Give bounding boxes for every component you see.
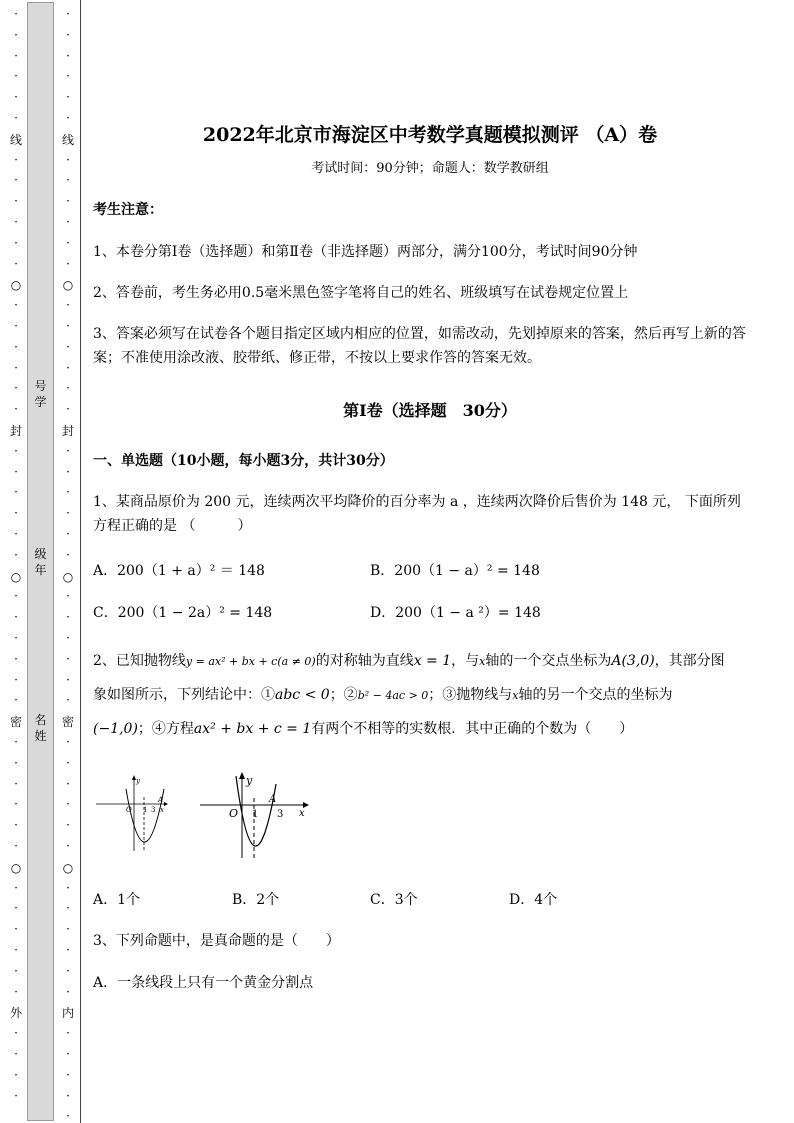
dot-leader: · xyxy=(14,984,18,999)
dot-leader: · xyxy=(66,1067,70,1082)
page-title: 2022年北京市海淀区中考数学真题模拟测评 （A）卷 xyxy=(202,124,658,146)
dot-leader: · xyxy=(66,755,70,770)
graph1-y-label: y xyxy=(136,777,140,785)
notice-heading: 考生注意： xyxy=(93,202,163,218)
dot-leader: · xyxy=(14,256,18,271)
outer-margin-column xyxy=(9,0,23,1123)
dot-leader: · xyxy=(14,27,18,42)
graph2-x-label: x xyxy=(299,808,305,819)
dot-leader: · xyxy=(66,111,70,125)
dot-leader: · xyxy=(66,735,70,749)
q2-var-x: x xyxy=(512,689,519,702)
dot-leader: · xyxy=(14,319,18,333)
inner-margin-column xyxy=(61,0,75,1123)
binding-line xyxy=(80,0,81,1123)
graph1-point-a: A xyxy=(158,796,164,804)
dot-leader: · xyxy=(14,755,18,770)
section-title: 第I卷（选择题 30分） xyxy=(343,401,517,420)
dot-leader: · xyxy=(66,984,70,999)
dot-leader: · xyxy=(66,506,70,521)
dot-leader: · xyxy=(66,1109,70,1123)
dot-leader: · xyxy=(66,631,70,645)
graph1-origin-label: O xyxy=(126,806,132,814)
notice-item-2: 2、答卷前，考生务必用0.5毫米黑色签字笔将自己的姓名、班级填写在试卷规定位置上 xyxy=(93,285,629,301)
field-name: 名 姓 xyxy=(34,713,47,743)
binding-mark: 封 xyxy=(9,424,22,438)
q2-parabola-formula: y = ax² + bx + c(a ≠ 0) xyxy=(185,655,316,668)
dot-leader: · xyxy=(14,672,18,687)
dot-leader: · xyxy=(66,402,70,417)
dot-leader: · xyxy=(14,7,18,21)
dot-leader: · xyxy=(66,901,70,916)
q2-text: 2、已知抛物线 xyxy=(93,653,186,669)
dot-leader: · xyxy=(14,631,18,645)
dot-leader: · xyxy=(14,464,18,479)
dot-leader: · xyxy=(66,194,70,209)
dot-leader: · xyxy=(14,693,18,708)
dot-leader: · xyxy=(66,1088,70,1103)
dot-leader: · xyxy=(66,943,70,957)
x-axis-arrow xyxy=(164,802,168,806)
dot-leader: · xyxy=(14,235,18,250)
question-2-line-2 xyxy=(93,685,673,706)
dot-leader: · xyxy=(14,48,18,63)
binding-mark: 封 xyxy=(61,424,74,438)
binding-mark: 密 xyxy=(9,715,22,729)
dot-leader: · xyxy=(14,1026,18,1041)
graph2-point-a: A xyxy=(269,794,277,805)
q2-text: ；③抛物线与 xyxy=(428,687,513,703)
dot-leader: · xyxy=(14,443,18,458)
binding-mark: 密 xyxy=(61,715,74,729)
q2-condition-1: abc < 0 xyxy=(275,687,330,703)
dot-leader: · xyxy=(66,173,70,188)
question-3-option-a: A．一条线段上只有一个黄金分割点 xyxy=(93,975,314,991)
q2-var-x: x xyxy=(479,655,486,668)
dot-leader: · xyxy=(66,485,70,500)
graph1-tick-3: 3 xyxy=(151,806,156,814)
dot-leader: · xyxy=(14,194,18,209)
dot-leader: · xyxy=(14,527,18,541)
binding-mark: 线 xyxy=(61,133,74,147)
q2-other-point: (−1,0) xyxy=(93,721,138,737)
binding-mark: ○ xyxy=(62,861,74,875)
dot-leader: · xyxy=(14,901,18,916)
dot-leader: · xyxy=(14,215,18,229)
dot-leader: · xyxy=(66,256,70,271)
question-1-stem: 1、某商品原价为 200 元，连续两次平均降价的百分率为 a ，连续两次降价后售价为 148 元， 下面所列方程正确的是 （ ） xyxy=(93,494,741,534)
dot-leader: · xyxy=(66,651,70,666)
dot-leader: · xyxy=(66,589,70,604)
binding-mark: ○ xyxy=(10,570,22,584)
dot-leader: · xyxy=(66,527,70,541)
dot-leader: · xyxy=(66,27,70,42)
dot-leader: · xyxy=(14,963,18,978)
dot-leader: · xyxy=(66,235,70,250)
q2-text: ，与 xyxy=(451,653,480,669)
binding-mark: ○ xyxy=(10,278,22,292)
dot-leader: · xyxy=(14,1047,18,1061)
dot-leader: · xyxy=(66,963,70,978)
graph1-tick-1: 1 xyxy=(143,806,148,814)
question-1-option-b: B．200（1 − a）² = 148 xyxy=(370,563,540,579)
parabola-graph-small xyxy=(96,775,168,855)
q2-text: ；④方程 xyxy=(137,721,194,737)
q2-text: 象如图所示，下列结论中：① xyxy=(93,687,275,703)
q2-text: 轴的另一个交点的坐标为 xyxy=(518,687,673,703)
dot-leader: · xyxy=(66,69,70,84)
dot-leader: · xyxy=(14,381,18,396)
binding-mark: ○ xyxy=(62,278,74,292)
graph2-tick-1: 1 xyxy=(252,809,259,820)
dot-leader: · xyxy=(66,693,70,708)
dot-leader: · xyxy=(66,90,70,105)
dot-leader: · xyxy=(66,610,70,625)
dot-leader: · xyxy=(14,610,18,625)
part-heading: 一、单选题（10小题，每小题3分，共计30分） xyxy=(93,453,394,469)
dot-leader: · xyxy=(66,839,70,853)
dot-leader: · xyxy=(14,651,18,666)
question-2-option-c: C．3个 xyxy=(370,892,418,908)
dot-leader: · xyxy=(66,360,70,375)
dot-leader: · xyxy=(14,1088,18,1103)
q2-text: ，其部分图 xyxy=(654,653,725,669)
dot-leader: · xyxy=(66,818,70,833)
question-2-option-b: B．2个 xyxy=(232,892,280,908)
dot-leader: · xyxy=(66,547,70,562)
dot-leader: · xyxy=(66,152,70,167)
question-1-option-a: A．200（1 + a）² ＝ 148 xyxy=(93,563,265,579)
q2-axis-formula: x = 1 xyxy=(413,653,452,669)
dot-leader: · xyxy=(66,319,70,333)
dot-leader: · xyxy=(14,339,18,354)
dot-leader: · xyxy=(14,111,18,125)
dot-leader: · xyxy=(14,776,18,791)
graph2-y-label: y xyxy=(246,774,253,787)
q2-text: ；② xyxy=(329,687,358,703)
dot-leader: · xyxy=(66,880,70,895)
q2-point-a: A(3,0) xyxy=(611,653,655,669)
question-1-option-d: D．200（1 − a ²）= 148 xyxy=(370,605,541,621)
parabola-graph-large xyxy=(198,772,310,862)
dot-leader: · xyxy=(66,339,70,354)
dot-leader: · xyxy=(14,589,18,604)
q2-text: 的对称轴为直线 xyxy=(315,653,414,669)
dot-leader: · xyxy=(66,672,70,687)
dot-leader: · xyxy=(66,443,70,458)
dot-leader: · xyxy=(66,1026,70,1041)
question-2-option-d: D．4个 xyxy=(509,892,558,908)
dot-leader: · xyxy=(14,922,18,937)
dot-leader: · xyxy=(14,839,18,853)
question-2-line-1 xyxy=(93,651,725,672)
dot-leader: · xyxy=(14,90,18,105)
dot-leader: · xyxy=(14,735,18,749)
dot-leader: · xyxy=(14,506,18,521)
dot-leader: · xyxy=(14,152,18,167)
dot-leader: · xyxy=(66,922,70,937)
dot-leader: · xyxy=(66,215,70,229)
notice-item-3: 3、答案必须写在试卷各个题目指定区域内相应的位置，如需改动，先划掉原来的答案，然后再写上新的答案；不准使用涂改液、胶带纸、修正带，不按以上要求作答的答案无效。 xyxy=(93,326,746,366)
field-grade: 级 年 xyxy=(34,547,47,577)
q2-text: 有两个不相等的实数根．其中正确的个数为（ ） xyxy=(311,721,634,737)
dot-leader: · xyxy=(14,173,18,188)
field-student-id: 号 学 xyxy=(34,379,47,409)
question-1-option-c: C．200（1 − 2a）² = 148 xyxy=(93,605,273,621)
dot-leader: · xyxy=(14,298,18,313)
dot-leader: · xyxy=(14,880,18,895)
dot-leader: · xyxy=(14,69,18,84)
binding-mark: 外 xyxy=(9,1006,22,1020)
y-axis-arrow xyxy=(239,772,245,779)
dot-leader: · xyxy=(66,298,70,313)
binding-mark: ○ xyxy=(62,570,74,584)
graph1-x-label: x xyxy=(160,806,164,814)
dot-leader: · xyxy=(14,797,18,812)
graph2-tick-3: 3 xyxy=(277,809,284,820)
dot-leader: · xyxy=(14,818,18,833)
dot-leader: · xyxy=(66,1047,70,1061)
dot-leader: · xyxy=(14,547,18,562)
dot-leader: · xyxy=(66,776,70,791)
dot-leader: · xyxy=(14,360,18,375)
exam-info: 考试时间：90分钟；命题人：数学教研组 xyxy=(311,161,549,176)
question-2-option-a: A．1个 xyxy=(93,892,141,908)
notice-item-1: 1、本卷分第I卷（选择题）和第Ⅱ卷（非选择题）两部分，满分100分，考试时间90分钟 xyxy=(93,244,638,260)
dot-leader: · xyxy=(66,464,70,479)
q2-text: 轴的一个交点坐标为 xyxy=(485,653,612,669)
dot-leader: · xyxy=(66,7,70,21)
dot-leader: · xyxy=(66,381,70,396)
dot-leader: · xyxy=(66,797,70,812)
dot-leader: · xyxy=(14,1067,18,1082)
binding-mark: 线 xyxy=(9,133,22,147)
question-2-line-3 xyxy=(93,719,633,739)
binding-mark: ○ xyxy=(10,861,22,875)
q2-equation: ax² + bx + c = 1 xyxy=(193,721,312,737)
binding-mark: 内 xyxy=(61,1006,74,1020)
dot-leader: · xyxy=(14,943,18,957)
dot-leader: · xyxy=(66,48,70,63)
dot-leader: · xyxy=(14,485,18,500)
q2-condition-2: b² − 4ac > 0 xyxy=(357,689,429,702)
dot-leader: · xyxy=(14,402,18,417)
graph2-origin-label: O xyxy=(229,807,239,820)
question-3-stem: 3、下列命题中，是真命题的是（ ） xyxy=(93,933,340,949)
